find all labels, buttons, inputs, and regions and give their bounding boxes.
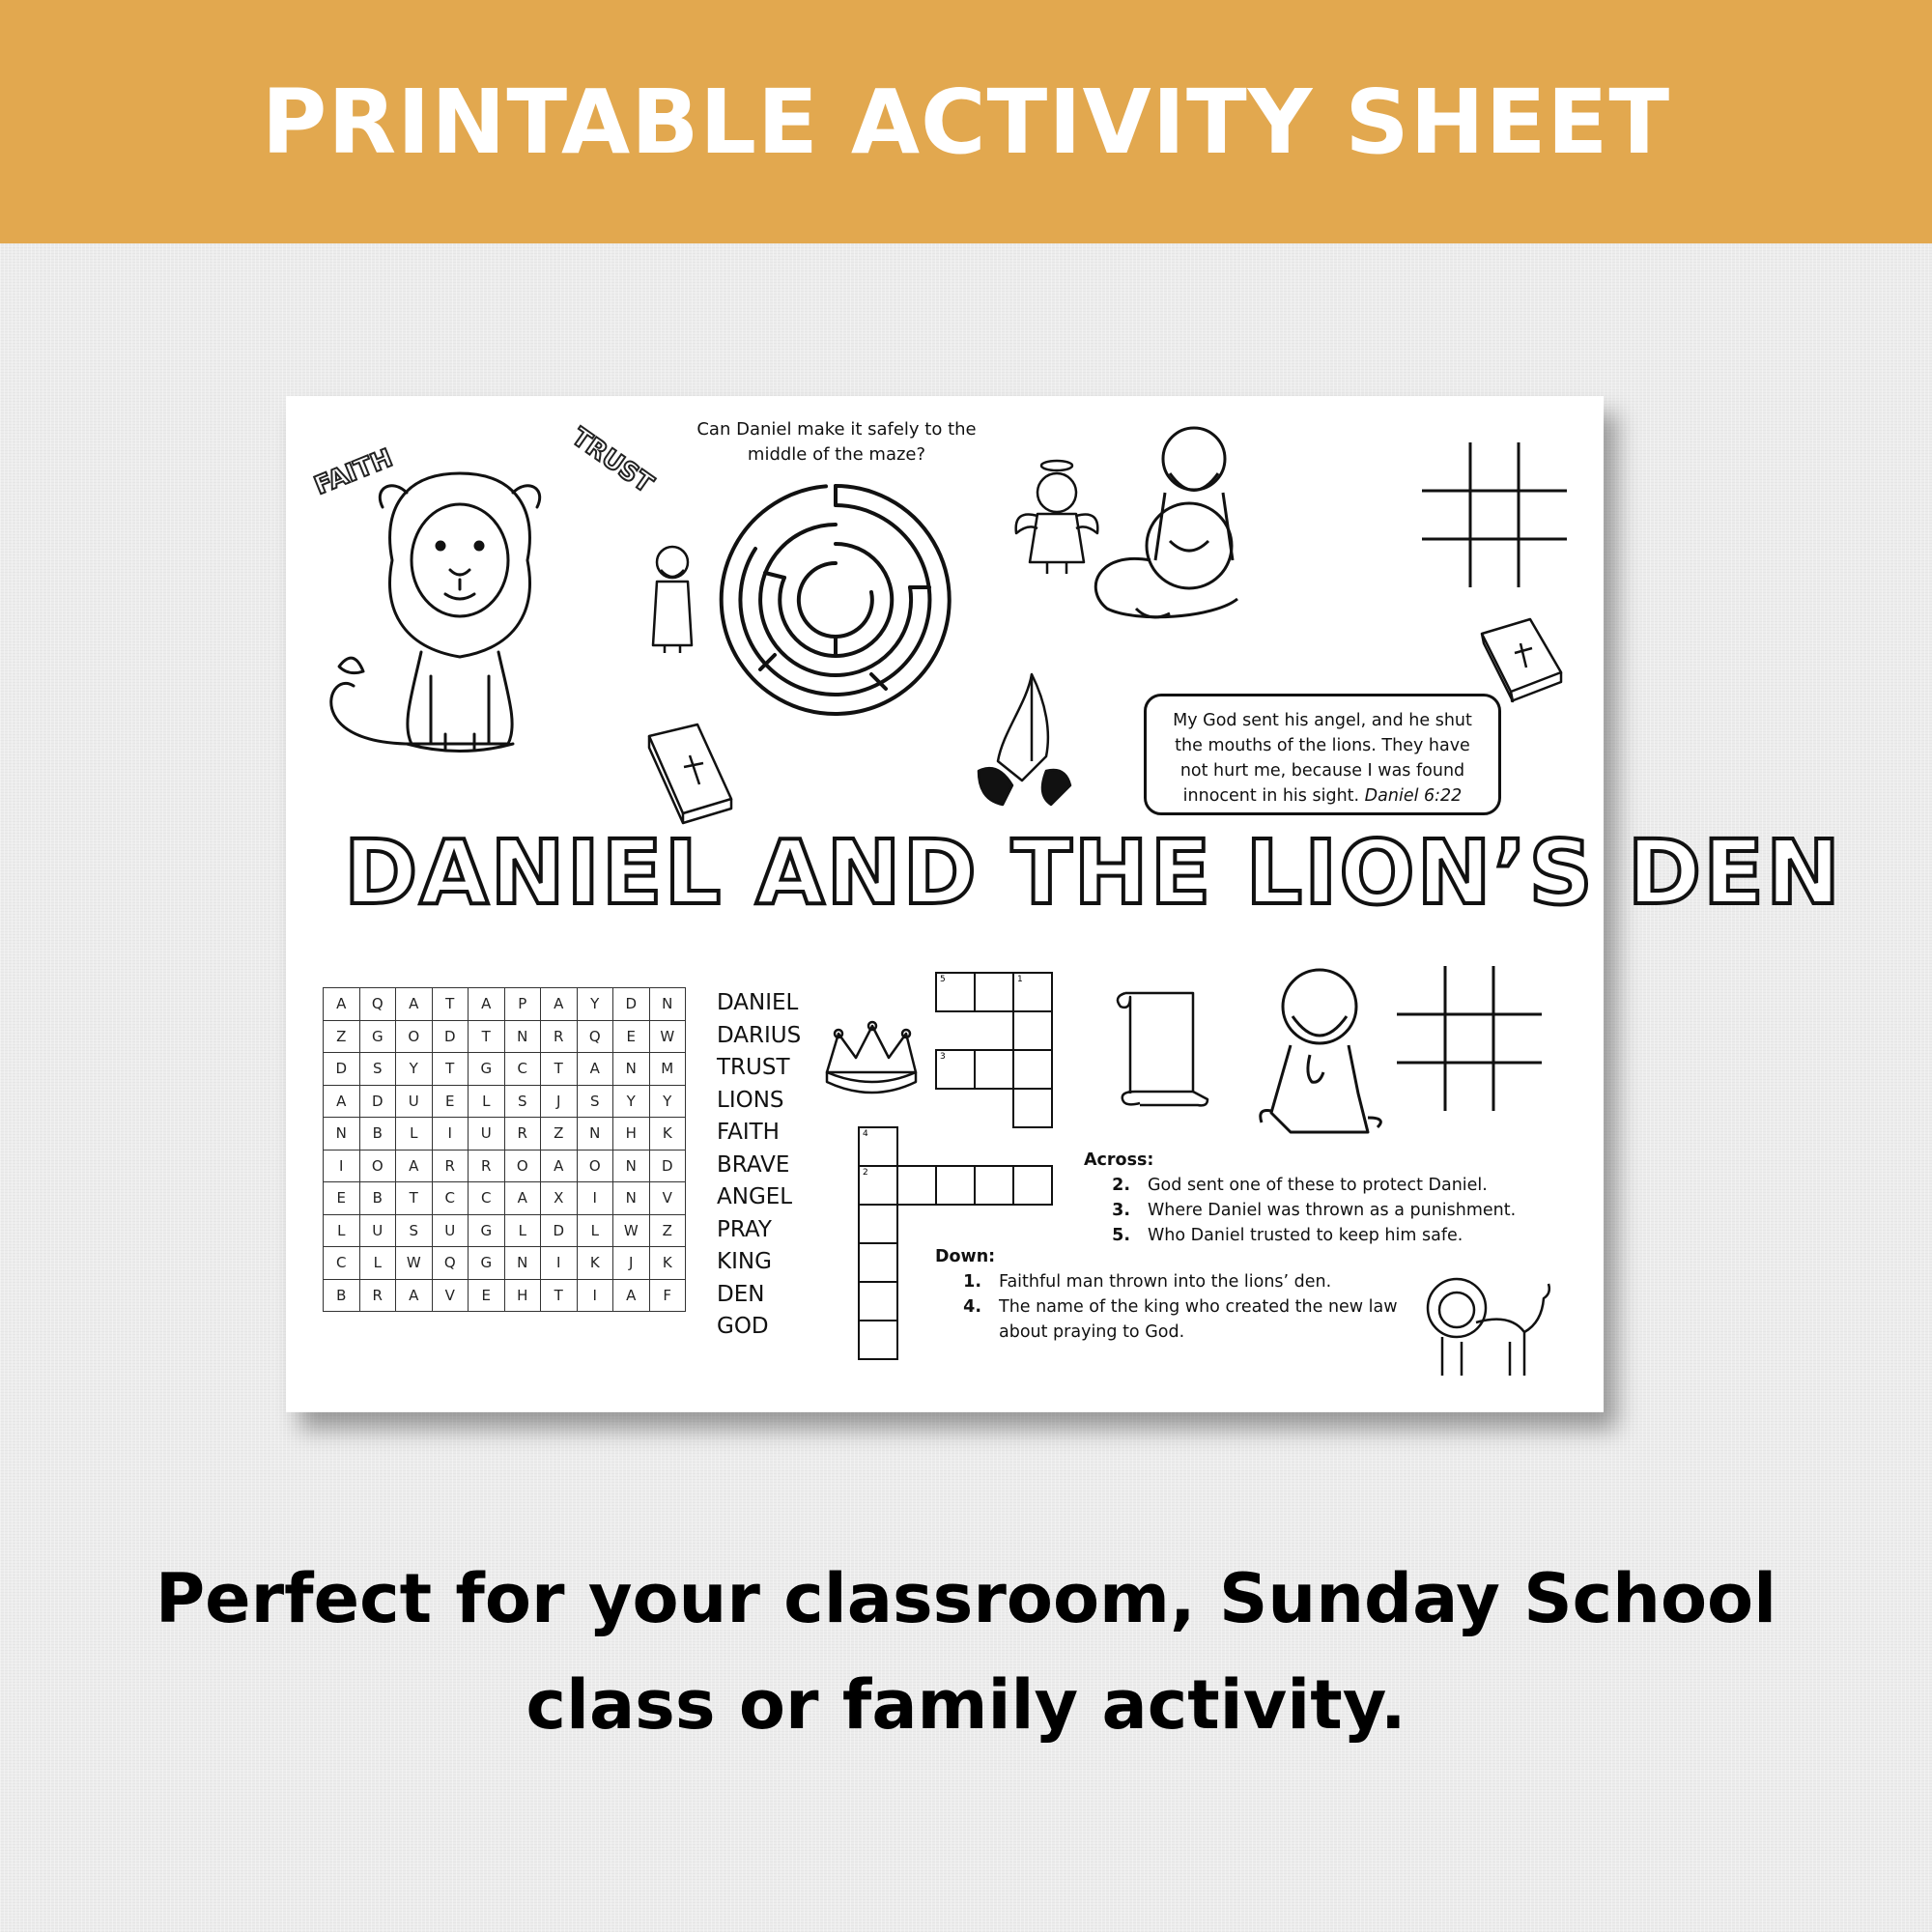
crossword-cell[interactable] [1012,1165,1053,1206]
word-search-cell[interactable]: B [359,1118,396,1151]
word-search-cell[interactable]: O [577,1150,613,1182]
word-search-cell[interactable]: C [469,1182,505,1215]
word-search-cell[interactable]: M [649,1053,686,1086]
word-search-cell[interactable]: L [504,1214,541,1247]
small-lion-illustration [1418,1269,1553,1385]
praying-hands-icon [974,665,1080,810]
daniel-figure-small [645,541,699,657]
word-search-cell[interactable]: S [396,1214,433,1247]
clue-number: 4. [963,1297,981,1317]
crossword-number: 5 [940,975,946,984]
word-search-cell[interactable]: U [396,1085,433,1118]
word-search-row [324,1085,686,1118]
word-search-word: PRAY [717,1216,772,1242]
word-search-cell[interactable]: A [396,1150,433,1182]
word-search-cell[interactable]: U [432,1214,469,1247]
word-search-cell[interactable]: B [324,1279,360,1312]
across-heading: Across: [1084,1151,1154,1170]
praying-daniel-illustration [1252,958,1397,1142]
word-search-cell[interactable]: K [649,1247,686,1280]
word-search-cell[interactable]: R [541,1020,578,1053]
word-search-cell[interactable]: L [359,1247,396,1280]
bible-icon-left [639,717,746,823]
crossword-cell[interactable] [858,1126,898,1167]
word-search-cell[interactable]: D [324,1053,360,1086]
crossword-cell[interactable] [1012,1010,1053,1051]
word-search-cell[interactable]: N [613,1150,650,1182]
word-search-cell[interactable]: T [432,1053,469,1086]
word-search-grid[interactable] [323,987,686,1312]
crossword-number: 4 [863,1129,868,1139]
word-search-cell[interactable]: X [541,1182,578,1215]
word-search-cell[interactable]: G [469,1053,505,1086]
word-search-cell[interactable]: W [396,1247,433,1280]
word-search-cell[interactable]: B [359,1182,396,1215]
word-search-row [324,1150,686,1182]
word-search-word: FAITH [717,1120,780,1145]
bible-verse-box [1144,694,1501,815]
word-search-cell[interactable]: A [577,1053,613,1086]
word-search-cell[interactable]: N [504,1020,541,1053]
word-search-cell[interactable]: I [541,1247,578,1280]
word-search-cell[interactable]: N [613,1053,650,1086]
word-search-cell[interactable]: N [324,1118,360,1151]
word-search-cell[interactable]: A [541,1150,578,1182]
word-search-cell[interactable]: J [613,1247,650,1280]
word-search-cell[interactable]: Q [577,1020,613,1053]
word-search-cell[interactable]: R [469,1150,505,1182]
word-search-cell[interactable]: W [649,1020,686,1053]
word-search-cell[interactable]: J [541,1085,578,1118]
clue-text: God sent one of these to protect Daniel. [1148,1176,1488,1195]
word-search-cell[interactable]: I [432,1118,469,1151]
word-search-cell[interactable]: U [359,1214,396,1247]
tagline [0,1546,1932,1758]
word-search-cell[interactable]: A [324,1085,360,1118]
word-search-cell[interactable]: Z [541,1118,578,1151]
word-search-row [324,1053,686,1086]
word-search-cell[interactable]: N [504,1247,541,1280]
word-search-cell[interactable]: O [359,1150,396,1182]
word-search-cell[interactable]: T [396,1182,433,1215]
word-search-cell[interactable]: P [504,988,541,1021]
word-search-cell[interactable]: D [432,1020,469,1053]
word-search-cell[interactable]: T [541,1279,578,1312]
clue-number: 1. [963,1272,981,1292]
word-search-cell[interactable]: T [469,1020,505,1053]
word-search-cell[interactable]: A [469,988,505,1021]
tic-tac-toe-top[interactable] [1422,442,1567,587]
faith-tag: FAITH [310,443,397,501]
clue-number: 3. [1112,1201,1130,1220]
word-search-cell[interactable]: V [432,1279,469,1312]
word-search-row [324,1118,686,1151]
word-search-cell[interactable]: Z [649,1214,686,1247]
word-search-cell[interactable]: U [469,1118,505,1151]
verse-reference: Daniel 6:22 [1364,786,1463,806]
word-search-cell[interactable]: E [469,1279,505,1312]
word-search-word: DARIUS [717,1022,802,1048]
word-search-list [717,987,801,1344]
banner-title: PRINTABLE ACTIVITY SHEET [261,70,1671,174]
word-search-cell[interactable]: E [324,1182,360,1215]
word-search-word: BRAVE [717,1151,790,1178]
word-search-word: DEN [717,1281,765,1307]
crossword-cell[interactable] [935,1049,976,1090]
word-search-cell[interactable]: S [577,1085,613,1118]
crossword-number: 2 [863,1168,868,1178]
word-search-row [324,1214,686,1247]
word-search-row [324,1182,686,1215]
word-search-cell[interactable]: D [359,1085,396,1118]
word-search-cell[interactable]: H [613,1118,650,1151]
word-search-cell[interactable]: A [613,1279,650,1312]
word-search-cell[interactable]: Y [649,1085,686,1118]
down-clues [935,1244,1399,1345]
word-search-row [324,988,686,1021]
word-search-cell[interactable]: G [469,1214,505,1247]
word-search-cell[interactable]: Y [577,988,613,1021]
word-search-cell[interactable]: R [504,1118,541,1151]
tagline-line1: Perfect for your classroom, Sunday School [155,1559,1777,1638]
word-search-cell[interactable]: T [541,1053,578,1086]
word-search-cell[interactable]: S [359,1053,396,1086]
clue-text: Who Daniel trusted to keep him safe. [1148,1226,1463,1245]
crossword-cell[interactable] [858,1242,898,1283]
word-search-cell[interactable]: A [541,988,578,1021]
maze-prompt: Can Daniel make it safely to the middle of the maze? [696,419,977,465]
word-search-word: ANGEL [717,1184,793,1209]
word-search-row [324,1279,686,1312]
word-search-row [324,1247,686,1280]
word-search-word: DANIEL [717,990,799,1015]
clue-row [935,1269,1399,1294]
word-search-cell[interactable]: A [504,1182,541,1215]
crossword-cell[interactable] [858,1281,898,1321]
word-search-cell[interactable]: I [577,1182,613,1215]
trust-tag: TRUST [566,422,659,499]
word-search-cell[interactable]: N [613,1182,650,1215]
clue-text: Faithful man thrown into the lions’ den. [999,1272,1332,1292]
activity-sheet [286,396,1843,1412]
tic-tac-toe-bottom[interactable] [1397,966,1542,1111]
word-search-cell[interactable]: N [649,988,686,1021]
word-search-cell[interactable]: T [432,988,469,1021]
word-search-cell[interactable]: Y [396,1053,433,1086]
word-search-cell[interactable]: K [577,1247,613,1280]
clue-row [1084,1173,1557,1198]
word-search-word: GOD [717,1314,769,1339]
down-heading: Down: [935,1247,996,1266]
word-search-cell[interactable]: H [504,1279,541,1312]
word-search-cell[interactable]: G [359,1020,396,1053]
word-search-cell[interactable]: D [649,1150,686,1182]
crossword-cell[interactable] [935,1165,976,1206]
word-search-cell[interactable]: Z [324,1020,360,1053]
word-search-cell[interactable]: L [324,1214,360,1247]
word-search-cell[interactable]: N [577,1118,613,1151]
tagline-line2: class or family activity. [526,1665,1406,1745]
word-search-cell[interactable]: C [504,1053,541,1086]
across-clues [1084,1148,1557,1248]
word-search-cell[interactable]: L [396,1118,433,1151]
word-search-cell[interactable]: Q [432,1247,469,1280]
clue-number: 5. [1112,1226,1130,1245]
word-search-cell[interactable]: Y [613,1085,650,1118]
word-search-cell[interactable]: L [469,1085,505,1118]
crossword-cell[interactable] [974,972,1014,1012]
lion-illustration [315,454,605,773]
word-search-word: KING [717,1249,772,1274]
crossword-cell[interactable] [974,1049,1014,1090]
word-search-cell[interactable]: D [613,988,650,1021]
word-search-cell[interactable]: A [396,988,433,1021]
word-search-cell[interactable]: C [324,1247,360,1280]
word-search-row [324,1020,686,1053]
word-search-cell[interactable]: V [649,1182,686,1215]
word-search-cell[interactable]: Q [359,988,396,1021]
word-search-cell[interactable]: G [469,1247,505,1280]
scroll-icon [1111,985,1217,1111]
crossword-cell[interactable] [896,1165,937,1206]
word-search-cell[interactable]: S [504,1085,541,1118]
word-search-cell[interactable]: W [613,1214,650,1247]
word-search-word: LIONS [717,1087,784,1113]
word-search-cell[interactable]: L [577,1214,613,1247]
daniel-with-lion-illustration [1078,415,1271,638]
crossword-cell[interactable] [1012,1088,1053,1128]
word-search-cell[interactable]: F [649,1279,686,1312]
clue-row [1084,1198,1557,1223]
crossword-cell[interactable] [858,1165,898,1206]
clue-row [935,1294,1399,1345]
crossword-cell[interactable] [858,1204,898,1244]
word-search-cell[interactable]: R [432,1150,469,1182]
word-search-cell[interactable]: R [359,1279,396,1312]
sheet-title: DANIEL AND THE LION’S DEN [344,821,1843,924]
bible-icon-right [1472,614,1569,701]
word-search-cell[interactable]: E [432,1085,469,1118]
word-search-cell[interactable]: C [432,1182,469,1215]
word-search-cell[interactable]: O [504,1150,541,1182]
word-search-cell[interactable]: K [649,1118,686,1151]
clue-text: The name of the king who created the new law about praying to God. [999,1297,1398,1342]
word-search-cell[interactable]: I [324,1150,360,1182]
crossword-cell[interactable] [935,972,976,1012]
word-search-cell[interactable]: I [577,1279,613,1312]
word-search-word: TRUST [717,1055,790,1080]
crossword-cell[interactable] [1012,1049,1053,1090]
crown-icon [819,1014,925,1101]
verse-text: My God sent his angel, and he shut the mouths of the lions. They have not hurt me, because I was found innocent in his sight. [1173,711,1472,806]
circular-maze[interactable] [717,481,954,719]
word-search-cell[interactable]: A [324,988,360,1021]
crossword-number: 1 [1017,975,1023,984]
clue-text: Where Daniel was thrown as a punishment. [1148,1201,1517,1220]
clue-number: 2. [1112,1176,1130,1195]
word-search-cell[interactable]: E [613,1020,650,1053]
crossword-cell[interactable] [1012,972,1053,1012]
word-search-cell[interactable]: D [541,1214,578,1247]
word-search-cell[interactable]: O [396,1020,433,1053]
crossword-cell[interactable] [974,1165,1014,1206]
header-banner [0,0,1932,243]
crossword-number: 3 [940,1052,946,1062]
crossword-cell[interactable] [858,1320,898,1360]
word-search-cell[interactable]: A [396,1279,433,1312]
